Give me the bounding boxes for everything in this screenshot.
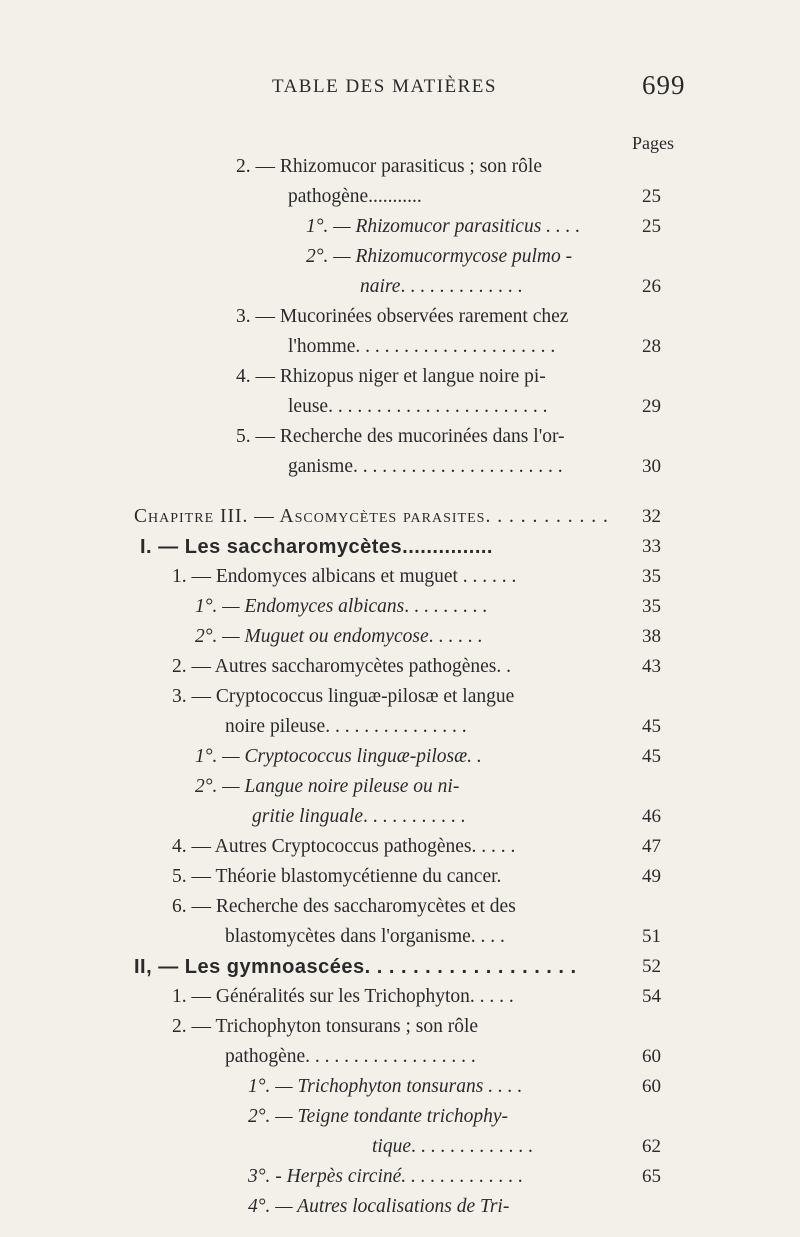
toc-entry	[252, 805, 465, 829]
toc-entry-text: blastomycètes dans l'organisme. . . .	[225, 926, 505, 947]
toc-entry	[248, 1075, 522, 1099]
toc-entry-text: 1°. — Endomyces albicans	[195, 596, 405, 617]
toc-page-number: 51	[642, 926, 661, 947]
toc-entry	[248, 1105, 508, 1129]
toc-page-number: 33	[642, 536, 661, 557]
toc-page-number: 62	[642, 1136, 661, 1157]
toc-entry	[306, 215, 580, 239]
toc-entry	[172, 895, 516, 919]
toc-entry-text: leuse	[288, 396, 329, 417]
toc-entry	[172, 655, 511, 679]
toc-entry-text: I. — Les saccharomycètes	[140, 536, 403, 558]
toc-entry-text: naire	[360, 276, 401, 297]
toc-entry	[288, 335, 555, 359]
toc-entry-text: 3. — Mucorinées observées rarement chez	[236, 306, 569, 327]
toc-entry-text: 1°. — Trichophyton tonsurans . . . .	[248, 1076, 523, 1097]
toc-page-number: 29	[642, 396, 661, 417]
toc-entry	[172, 565, 516, 589]
toc-page-number: 47	[642, 836, 661, 857]
toc-page-number: 60	[642, 1076, 661, 1097]
toc-page-number: 28	[642, 336, 661, 357]
toc-entry	[236, 425, 565, 449]
dot-leader: . . . . . . . . . . . . . . . . . . . . . .	[352, 456, 563, 477]
toc-entry-text: l'homme	[288, 336, 356, 357]
toc-entry	[172, 1015, 478, 1039]
toc-entry	[288, 395, 547, 419]
toc-page-number: 52	[642, 956, 661, 977]
toc-entry	[172, 835, 515, 859]
toc-page-number: 26	[642, 276, 661, 297]
toc-entry-text: 2. — Autres saccharomycètes pathogènes. .	[172, 656, 511, 677]
toc-entry-text: 2. — Trichophyton tonsurans ; son rôle	[172, 1016, 479, 1037]
toc-entry-text: 2°. — Muguet ou endomycose	[195, 626, 429, 647]
toc-page-number: 45	[642, 716, 661, 737]
toc-entry	[306, 245, 572, 269]
toc-entry-text: 6. — Recherche des saccharomycètes et des	[172, 896, 516, 917]
dot-leader: . . . . . .	[428, 626, 483, 647]
dot-leader: . . . . . . . . . . . . . . .	[325, 716, 467, 737]
dot-leader: . . . . . . . . . . . . . . . . . .	[364, 956, 577, 978]
toc-page-number: 45	[642, 746, 661, 767]
toc-entry	[236, 365, 546, 389]
toc-entry	[134, 955, 577, 979]
toc-page-number: 65	[642, 1166, 661, 1187]
toc-entry-text: noire pileuse	[225, 716, 326, 737]
toc-page-number: 46	[642, 806, 661, 827]
toc-entry	[195, 745, 482, 769]
toc-page-number: 30	[642, 456, 661, 477]
toc-entry	[172, 985, 514, 1009]
toc-entry	[195, 775, 459, 799]
toc-entry	[248, 1165, 523, 1189]
dot-leader: . . . . . . . . . . . . .	[400, 276, 523, 297]
toc-entry-text: 4°. — Autres localisations de Tri-	[248, 1196, 510, 1217]
toc-entry-text: gritie linguale	[252, 806, 364, 827]
toc-entry	[225, 925, 505, 949]
dot-leader: . . . . . . . . . . . . . . . . . . . . .	[355, 336, 556, 357]
dot-leader: . . . . . . . . . . . . . . . . . .	[305, 1046, 476, 1067]
dot-leader: ...............	[402, 536, 493, 558]
dot-leader: ...........	[368, 186, 422, 207]
dot-leader: . . . . . . . . . . . . .	[411, 1136, 533, 1157]
toc-entry-text: 3°. - Herpès circiné. . . . . . . . . . . . .	[248, 1166, 524, 1187]
toc-entry	[140, 535, 493, 559]
toc-entry	[195, 625, 482, 649]
toc-entry-text: II, — Les gymnoascées	[134, 956, 365, 978]
toc-entry-text: pathogène	[288, 186, 369, 207]
toc-entry	[288, 185, 422, 209]
toc-page-number: 32	[642, 506, 661, 527]
toc-page-number: 38	[642, 626, 661, 647]
toc-page-number: 43	[642, 656, 661, 677]
dot-leader: . . . . . . . . . . .	[485, 506, 609, 527]
toc-entry	[236, 305, 568, 329]
toc-entry-text: 1°. — Rhizomucor parasiticus . . . .	[306, 216, 581, 237]
page-number: 699	[642, 70, 686, 100]
toc-entry-text: 5. — Théorie blastomycétienne du cancer.	[172, 866, 502, 887]
toc-entry	[225, 1045, 476, 1069]
toc-entry-text: 1. — Endomyces albicans et muguet . . . . . .	[172, 566, 517, 587]
toc-page-number: 54	[642, 986, 661, 1007]
toc-entry-text: 3. — Cryptococcus linguæ-pilosæ et langue	[172, 686, 515, 707]
toc-entry-text: pathogène	[225, 1046, 306, 1067]
toc-entry	[172, 685, 514, 709]
toc-entry-text: 2°. — Rhizomucormycose pulmo -	[306, 246, 573, 267]
toc-entry	[248, 1195, 509, 1219]
toc-page-number: 35	[642, 596, 661, 617]
toc-page-number: 49	[642, 866, 661, 887]
toc-entry-text: 2°. — Langue noire pileuse ou ni-	[195, 776, 460, 797]
toc-entry-text: tique	[372, 1136, 411, 1157]
toc-entry	[236, 155, 542, 179]
toc-entry-text: 5. — Recherche des mucorinées dans l'or-	[236, 426, 565, 447]
dot-leader: . . . . . . . . .	[404, 596, 488, 617]
toc-entry	[225, 715, 467, 739]
toc-page-number: 25	[642, 186, 661, 207]
toc-entry-text: 4. — Rhizopus niger et langue noire pi-	[236, 366, 546, 387]
toc-page-number: 35	[642, 566, 661, 587]
toc-entry	[288, 455, 563, 479]
toc-entry-text: Chapitre III. — Ascomycètes parasites	[134, 506, 486, 527]
toc-page-number: 60	[642, 1046, 661, 1067]
toc-entry	[134, 505, 609, 529]
toc-entry	[195, 595, 487, 619]
toc-entry-text: 1. — Généralités sur les Trichophyton. . . . .	[172, 986, 514, 1007]
toc-page-number: 25	[642, 216, 661, 237]
dot-leader: . . . . . . . . . . .	[363, 806, 466, 827]
toc-entry-text: 2°. — Teigne tondante trichophy-	[248, 1106, 509, 1127]
toc-entry-text: ganisme	[288, 456, 353, 477]
toc-entry	[372, 1135, 533, 1159]
toc-entry	[360, 275, 522, 299]
pages-column-label: Pages	[632, 133, 674, 153]
toc-entry-text: 1°. — Cryptococcus linguæ-pilosæ. .	[195, 746, 482, 767]
toc-entry-text: 4. — Autres Cryptococcus pathogènes. . . . .	[172, 836, 516, 857]
page-header	[0, 70, 800, 106]
running-title: TABLE DES MATIÈRES	[272, 76, 497, 97]
dot-leader: . . . . . . . . . . . . . . . . . . . . . . .	[328, 396, 548, 417]
toc-entry	[172, 865, 501, 889]
toc-entry-text: 2. — Rhizomucor parasiticus ; son rôle	[236, 156, 542, 177]
